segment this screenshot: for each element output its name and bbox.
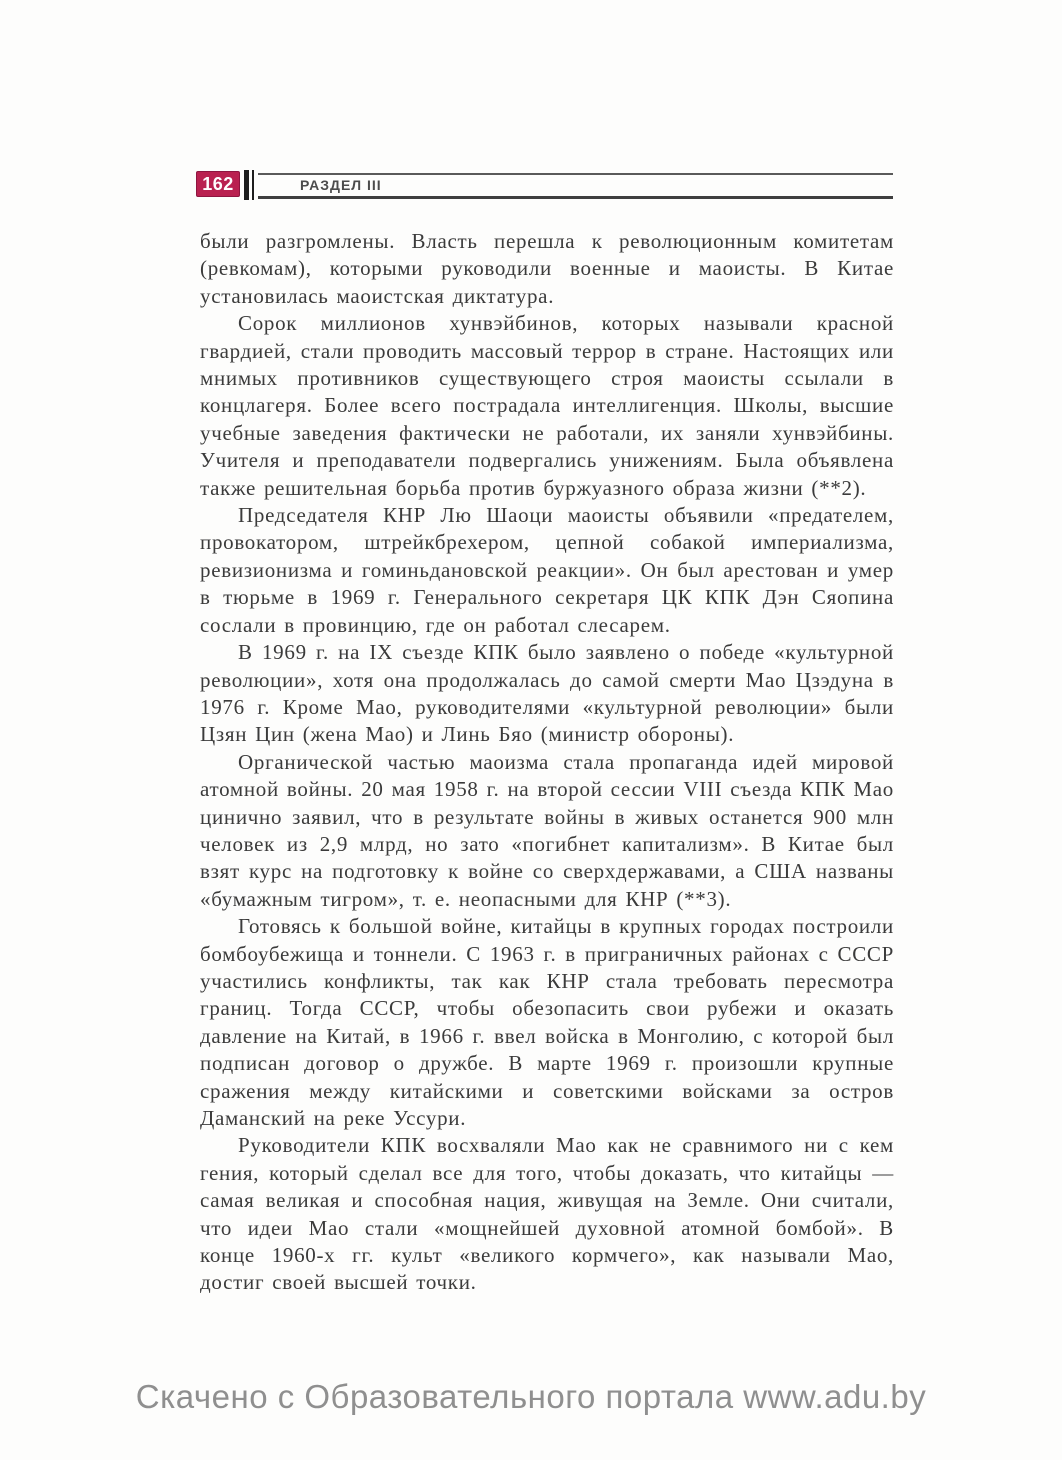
page-number: 162 [202, 173, 234, 194]
header-rules [258, 170, 893, 200]
page-number-badge [196, 171, 240, 197]
section-title: РАЗДЕЛ III [300, 177, 382, 193]
body-text [200, 228, 894, 1297]
paragraph-3: Председателя КНР Лю Шаоци маоисты объявили «предателем, провокатором, штрейкбрехером, цепной собакой империализма, ревизионизма и гоминьдановской реакции». Он был арестован и умер в тюрьме в 1969 г. Генерального секретаря ЦК КПК Дэн Сяопина сослали в провинцию, где он работал слесарем. [200, 503, 894, 637]
paragraph-5: Органической частью маоизма стала пропаганда идей мировой атомной войны. 20 мая 1958 г. на второй сессии VIII съезда КПК Мао цинично заявил, что в результате войны в живых останется 900 млн человек из 2,9 млрд, но зато «погибнет капитализм». В Китае был взят курс на подготовку к войне со сверхдержавами, а США названы «бумажным тигром», т. е. неопасными для КНР (**3). [200, 749, 894, 911]
header-divider-bar-thick [244, 170, 249, 200]
watermark-text: Скачено с Образовательного портала www.adu.by [135, 1378, 927, 1415]
paragraph-1: были разгромлены. Власть перешла к революционным комитетам (ревкомам), которыми руководили военные и маоисты. В Китае установилась маоистская диктатура. [200, 229, 894, 308]
page-header [196, 170, 893, 200]
paragraph-6: Готовясь к большой войне, китайцы в крупных городах построили бомбоубежища и тоннели. С 1963 г. в приграничных районах с СССР участились конфликты, так как КНР стала требовать пересмотра границ. Тогда СССР, чтобы обезопасить свои рубежи и оказать давление на Китай, в 1966 г. ввел войска в Монголию, с которой был подписан договор о дружбе. В марте 1969 г. произошли крупные сражения между китайскими и советскими войсками за остров Даманский на реке Уссури. [200, 914, 894, 1130]
header-rule-top [258, 173, 893, 175]
header-rule-bottom [258, 196, 893, 199]
paragraph-4: В 1969 г. на IX съезде КПК было заявлено о победе «культурной революции», хотя она продолжалась до самой смерти Мао Цзэдуна в 1976 г. Кроме Мао, руководителями «культурной революции» были Цзян Цин (жена Мао) и Линь Бяо (министр обороны). [200, 640, 894, 747]
header-divider-bar-thin [252, 170, 254, 200]
paragraph-7: Руководители КПК восхваляли Мао как не сравнимого ни с кем гения, который сделал все для того, чтобы доказать, что китайцы — самая великая и способная нация, живущая на Земле. Они считали, что идеи Мао стали «мощнейшей духовной атомной бомбой». В конце 1960-х гг. культ «великого кормчего», как называли Мао, достиг своей высшей точки. [200, 1133, 894, 1295]
paragraph-2: Сорок миллионов хунвэйбинов, которых называли красной гвардией, стали проводить массовый террор в стране. Настоящих или мнимых противников существующего строя маоисты ссылали в концлагеря. Более всего пострадала интеллигенция. Школы, высшие учебные заведения фактически не работали, их заняли хунвэйбины. Учителя и преподаватели подвергались унижениям. Была объявлена также решительная борьба против буржуазного образа жизни (**2). [200, 311, 894, 500]
